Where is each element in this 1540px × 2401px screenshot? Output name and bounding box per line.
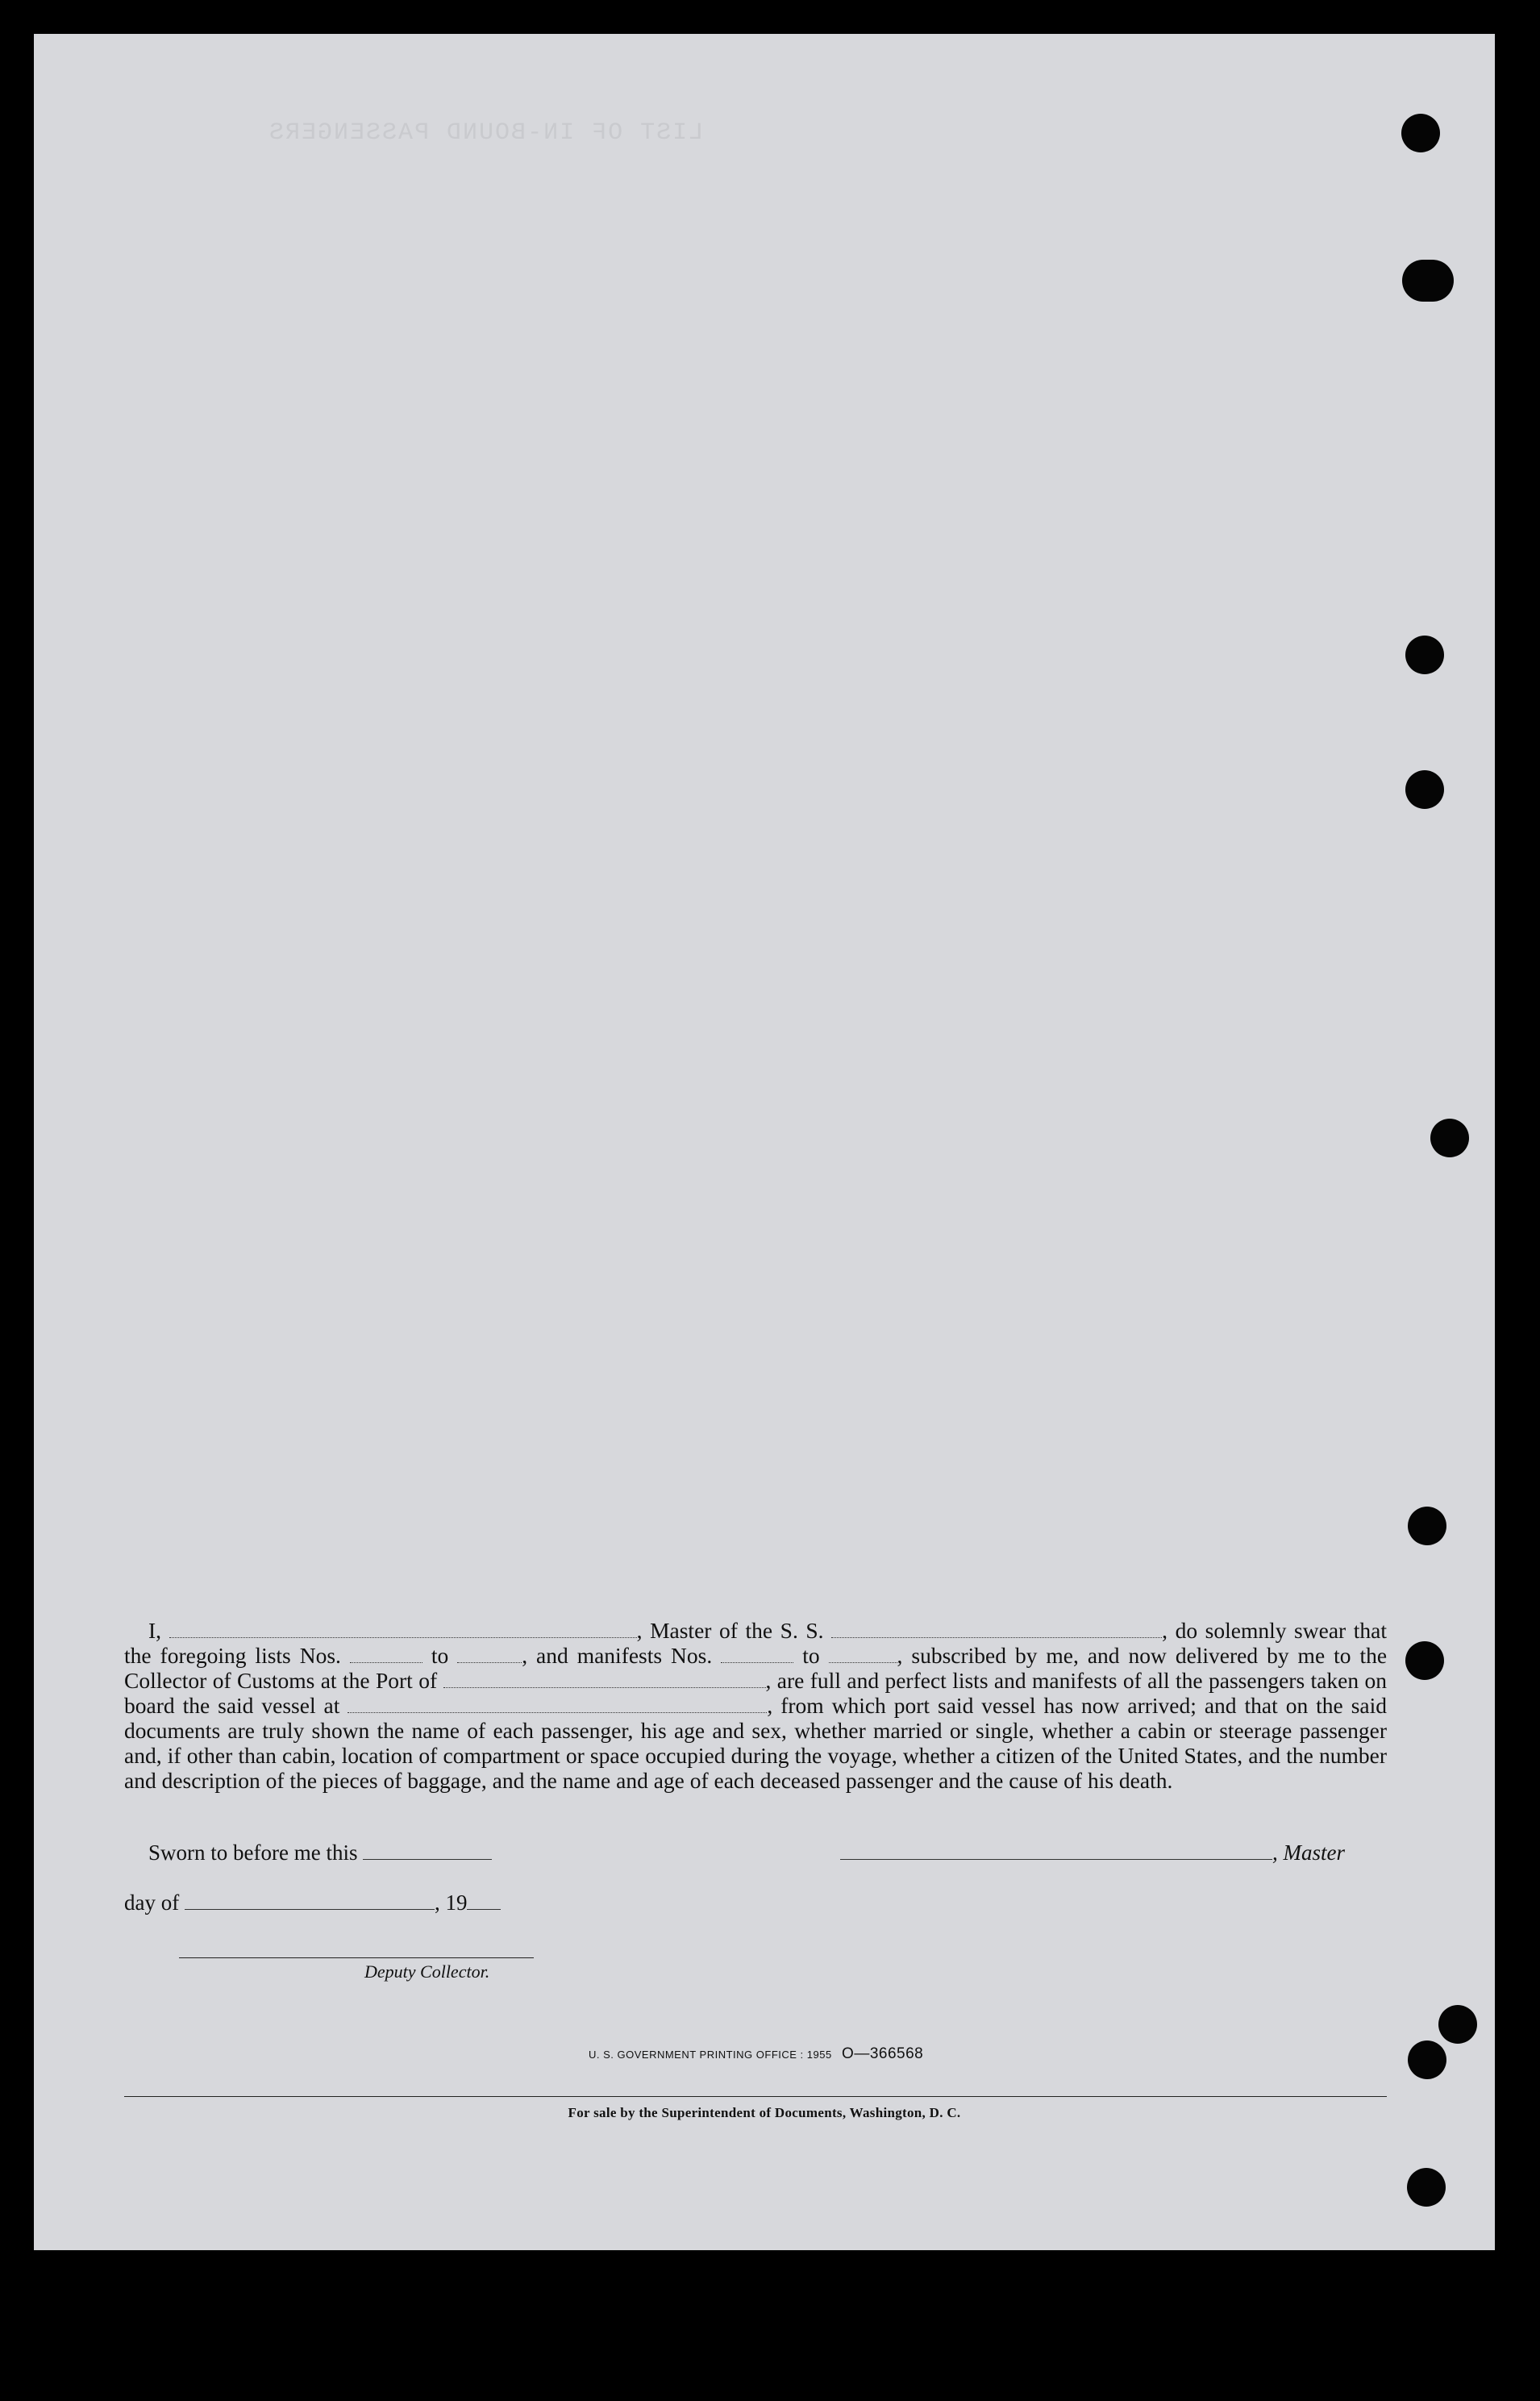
day-of-line: day of , 19 xyxy=(124,1890,501,1915)
oath-text: , are full and perfect lists and manifests of all the passengers taken on board the said vessel at xyxy=(124,1668,1388,1718)
deputy-signature-rule[interactable] xyxy=(179,1957,534,1958)
document-page xyxy=(34,34,1495,2250)
manifest-to-blank[interactable] xyxy=(829,1646,897,1663)
punch-hole xyxy=(1438,2005,1477,2044)
punch-hole xyxy=(1405,770,1444,809)
oath-text: , from which port said vessel has now arrived; and that on the said documents are truly shown the name of each passenger, his age and sex, whether married or single, whether a cabin or steerage passenger and, if other than cabin, location of compartment or space occupied during the voyage, whether a citizen of the United States, and the number and description of the pieces of baggage, and the name and age of each deceased passenger and the cause of his death. xyxy=(124,1693,1388,1793)
punch-hole xyxy=(1408,1507,1446,1545)
punch-hole xyxy=(1402,260,1454,302)
master-signature-blank[interactable] xyxy=(840,1843,1272,1860)
punch-hole xyxy=(1405,1641,1444,1680)
oath-text: , and manifests Nos. xyxy=(522,1643,713,1668)
punch-hole xyxy=(1401,114,1440,152)
list-from-blank[interactable] xyxy=(350,1646,422,1663)
oath-text: to xyxy=(802,1643,820,1668)
gpo-imprint: U. S. GOVERNMENT PRINTING OFFICE : 1955 O—366568 xyxy=(589,2045,924,2062)
oath-paragraph xyxy=(124,1618,1387,1793)
month-blank[interactable] xyxy=(185,1893,435,1910)
port-blank[interactable] xyxy=(443,1671,766,1688)
deputy-collector-label: Deputy Collector. xyxy=(364,1961,490,1982)
punch-hole xyxy=(1408,2040,1446,2079)
ship-name-blank[interactable] xyxy=(831,1621,1162,1638)
oath-text: , do solemnly swear that the foregoing lists Nos. xyxy=(124,1618,1387,1668)
punch-hole xyxy=(1407,2168,1446,2207)
master-signature-line: , Master xyxy=(840,1840,1345,1865)
oath-text: , Master of the S. S. xyxy=(636,1618,824,1643)
oath-text: I, xyxy=(148,1618,162,1643)
departure-port-blank[interactable] xyxy=(348,1696,767,1713)
sworn-label: Sworn to before me this xyxy=(148,1840,492,1865)
sale-notice: For sale by the Superintendent of Documents, Washington, D. C. xyxy=(568,2105,961,2120)
master-name-blank[interactable] xyxy=(169,1621,637,1638)
manifest-from-blank[interactable] xyxy=(721,1646,793,1663)
oath-text: , subscribed by me, and now delivered by me to the Collector of Customs at the Port of xyxy=(124,1643,1388,1693)
sworn-day-blank[interactable] xyxy=(363,1843,492,1860)
punch-hole xyxy=(1430,1119,1469,1157)
footer-rule xyxy=(124,2096,1387,2097)
bleed-through-heading: LIST OF IN-BOUND PASSENGERS xyxy=(268,119,704,147)
year-blank[interactable] xyxy=(467,1893,501,1910)
oath-text: to xyxy=(431,1643,449,1668)
punch-hole xyxy=(1405,636,1444,674)
list-to-blank[interactable] xyxy=(457,1646,522,1663)
